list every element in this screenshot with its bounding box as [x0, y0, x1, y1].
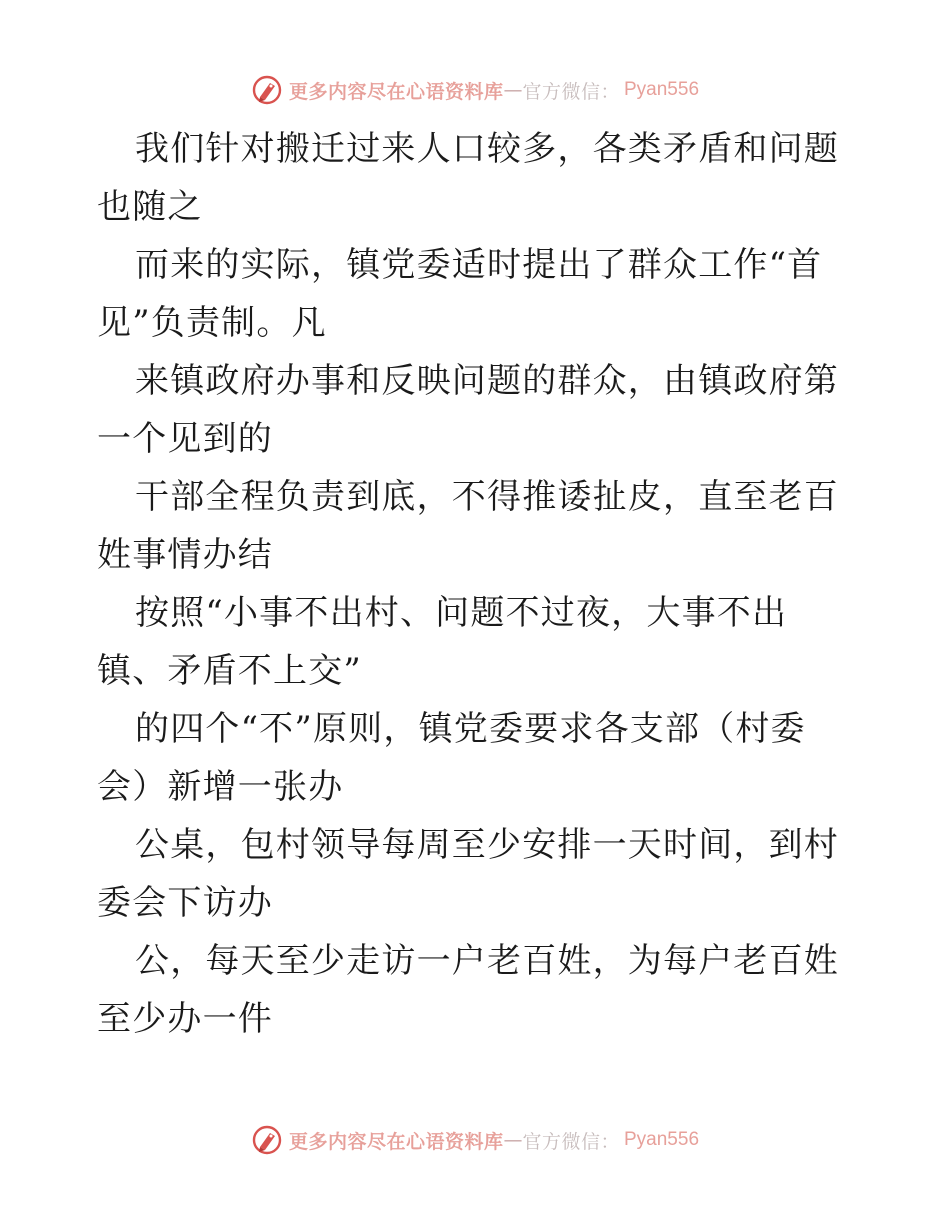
header-wechat-id: Pyan556: [624, 79, 700, 100]
header-separator: —: [503, 79, 523, 101]
paragraph: 干部全程负责到底，不得推诿扯皮，直至老百姓事情办结: [97, 477, 839, 575]
footer-wechat-label: 官方微信：: [522, 1130, 620, 1153]
document-body: [97, 120, 857, 1048]
header-wechat-label: 官方微信：: [522, 80, 620, 103]
paragraph: 公，每天至少走访一户老百姓，为每户老百姓至少办一件: [97, 941, 839, 1039]
pen-nib-logo-icon: [251, 74, 283, 106]
footer-brand-text: 更多内容尽在心语资料库: [288, 1130, 504, 1153]
paragraph: 按照“小事不出村、问题不过夜，大事不出镇、矛盾不上交”: [97, 593, 788, 691]
paragraph: 公桌，包村领导每周至少安排一天时间，到村委会下访办: [97, 825, 839, 923]
paragraph: 的四个“不”原则，镇党委要求各支部（村委会）新增一张办: [97, 709, 806, 807]
footer-separator: —: [503, 1129, 523, 1151]
footer-wechat-id: Pyan556: [624, 1129, 700, 1150]
pen-nib-logo-icon: [251, 1124, 283, 1156]
header-banner: [0, 70, 950, 110]
paragraph: 我们针对搬迁过来人口较多，各类矛盾和问题也随之: [97, 129, 839, 227]
footer-banner: [0, 1120, 950, 1160]
header-brand-text: 更多内容尽在心语资料库: [288, 80, 504, 103]
paragraph: 来镇政府办事和反映问题的群众，由镇政府第一个见到的: [97, 361, 839, 459]
paragraph: 而来的实际，镇党委适时提出了群众工作“首见”负责制。凡: [97, 245, 823, 343]
